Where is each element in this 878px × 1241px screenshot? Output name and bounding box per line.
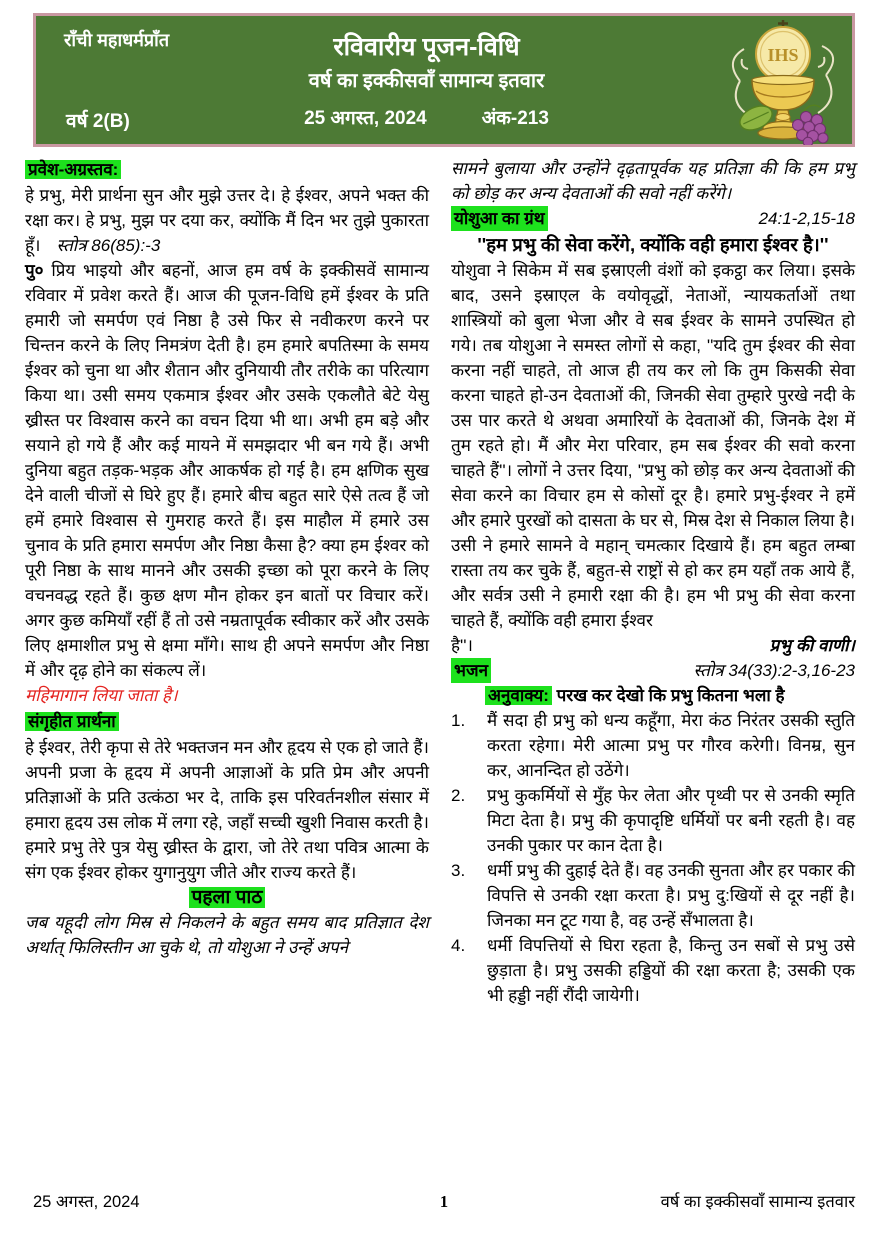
psalm-heading: भजन bbox=[451, 658, 491, 683]
priest-introduction-text: प्रिय भाइयो और बहनों, आज हम वर्ष के इक्कीसवें सामान्य रविवार में प्रवेश करते हैं। आज की पूजन-विधि हमें ईश्वर के प्रति हमारी जो समर्पण एवं निष्ठा है उसे फिर से नवीकरण करने पर चिन्तन करने के लिए निमत्रंण देती है। हम हमारे बपतिस्मा के समय ईश्वर को चुना था और शैतान और दुनियायी तौर तरीके का परित्याग किया था। उसी समय एकमात्र ईश्वर और उसके एकलौते बेटे येसु ख्रीस्त पर विश्वास करने का वचन दिया भी था। अभी हम बड़े और सयाने हो गये हैं और कई मायने में समझदार भी बन गये हैं। अभी दुनिया बहुत तड़क-भड़क और आकर्षक हो गई है। हम क्षणिक सुख देने वाली चीजों से घिरे हुए हैं। हमारे बीच बहुत सारे ऐसे तत्व हैं जो हमें हमारे विश्वास से गुमराह करते हैं। इस माहौल में हमारे उस चुनाव के प्रति हमारा समर्पण और निष्ठा कैसा है? क्या हम ईश्वर को पूरी निष्ठा के साथ मानने और उसकी इच्छा को पूरा करने के लिए वचनवद्ध रहते हैं। कुछ क्षण मौन होकर इन बातों पर विचार करें। अगर कुछ कमियाँ रहीं हैं तो उसे नम्रतापूर्वक स्वीकार करें और उसके लिए क्षमाशील प्रभु से क्षमा माँगे। साथ ही अपने समर्पण और निष्ठा में और दृढ़ होने का संकल्प लें। bbox=[25, 261, 429, 680]
verse-text: प्रभु कुकर्मियों से मुँह फेर लेता और पृथ्वी पर से उनकी स्मृति मिटा देता है। प्रभु की कृपादृष्टि धर्मियों पर बनी रहती है। वह उनकी पुकार पर कान देता है। bbox=[487, 786, 855, 855]
chalice-host-ihs-logo bbox=[718, 19, 848, 145]
collect-prayer-text: हे ईश्वर, तेरी कृपा से तेरे भक्तजन मन और हृदय से एक हो जाते हैं। अपनी प्रजा के हृदय में अपनी आज्ञाओं के प्रति प्रेम और अपनी प्रतिज्ञाओं के प्रति उत्कंठा भर दे, ताकि इस परिवर्तनशील संसार में हमारा हृदय उस लोक में लगा रहे, जहाँ सच्ची खुशी निवास करती है। हमारे प्रभु तेरे पुत्र येसु ख्रीस्त के द्वारा, जो तेरे तथा पवित्र आत्मा के संग एक ईश्वर होकर युगानुयुग जीते और राज्य करते हैं। bbox=[25, 738, 429, 882]
footer-date: 25 अगस्त, 2024 bbox=[33, 1193, 140, 1211]
antiphon-text: परख कर देखो कि प्रभु कितना भला है bbox=[556, 686, 785, 705]
reading-source-row bbox=[451, 206, 855, 231]
entrance-antiphon-heading: प्रवेश-अग्रस्तव: bbox=[25, 160, 121, 179]
right-column bbox=[451, 156, 855, 1008]
entrance-antiphon-text: हे प्रभु, मेरी प्रार्थना सुन और मुझे उत्तर दे। हे ईश्वर, अपने भक्त की रक्षा कर। हे प्रभु, मुझ पर दया कर, क्योंकि मैं दिन भर तुझे पुकारता हूँ। bbox=[25, 186, 429, 255]
verse-text: धर्मी प्रभु की दुहाई देते हैं। वह उनकी सुनता और हर पकार की विपत्ति से उनकी रक्षा करता है। प्रभु दु:खियों से दूर नहीं है। जिनका मन टूट गया है, वह उन्हें सँभालता है। bbox=[487, 861, 855, 930]
verse-number: 3. bbox=[451, 861, 466, 880]
header-center-block bbox=[156, 32, 697, 130]
reading-body-text: योशुवा ने सिकेम में सब इस्राएली वंशों को इकट्ठा कर लिया। इसके बाद, उसने इस्राएल के वयोवृद्धों, नेताओं, न्यायकर्ताओं तथा शास्त्रियों को बुला भेजा और वे सब ईश्वर के सामने उपस्थित हो गये। तब योशुआ ने समस्त लोगों से कहा, ''यदि तुम ईश्वर की सेवा करना नहीं चाहते, तो आज ही तय कर लो कि तुम किसकी सेवा करना चाहते हो-उन देवताओं की, जिनकी सेवा तुम्हारे पुरखे नदी के उस पार करते थे अथवा अमारियों के देवताओं की, जिनके देश में तुम रहते हो। मैं और मेरा परिवार, हम सब ईश्वर की सवो करना चाहते हैं''। लोगों ने उत्तर दिया, ''प्रभु को छोड़ कर अन्य देवताओं की सेवा करने का विचार हम से कोसों दूर है। हमारे प्रभु-ईश्वर ने हमें और हमारे पुरखों को दासता के घर से, मिस्र देश से निकाल लिया है। उसी ने हमारे सामने वे महान् चमत्कार दिखाये हैं। हम बहुत लम्बा रास्ता तय कर चुके हैं, बहुत-से राष्ट्रों से हो कर हम यहाँ तक आये हैं, और सर्वत्र उसी ने हमारी रक्षा की है। हम भी प्रभु की सेवा करना चाहते हैं, क्योंकि वही हमारा ईश्वर bbox=[451, 261, 855, 630]
priest-introduction-paragraph bbox=[25, 258, 429, 683]
collect-prayer-heading: संगृहीत प्रार्थना bbox=[25, 712, 119, 731]
priest-label: पु० bbox=[25, 261, 44, 280]
left-column bbox=[25, 156, 429, 1008]
psalm-verse bbox=[451, 858, 855, 933]
verse-number: 2. bbox=[451, 786, 466, 805]
date-issue-row bbox=[156, 104, 697, 130]
psalm-source-row bbox=[451, 658, 855, 683]
first-reading-intro-continuation: सामने बुलाया और उन्होंने दृढ़तापूर्वक यह प्रतिज्ञा की कि हम प्रभु को छोड़ कर अन्य देवताओं की सवो नहीं करेंगे। bbox=[451, 159, 855, 203]
grapes bbox=[793, 112, 829, 146]
issue-number: अंक-213 bbox=[481, 108, 549, 129]
ihs-monogram: IHS bbox=[767, 45, 799, 65]
psalm-antiphon-line bbox=[451, 683, 855, 708]
verse-number: 1. bbox=[451, 711, 466, 730]
diocese-name: राँची महाधर्मप्राँत bbox=[64, 30, 170, 50]
psalm-verse bbox=[451, 933, 855, 1008]
verse-text: मैं सदा ही प्रभु को धन्य कहूँगा, मेरा कंठ निरंतर उसकी स्तुति करता रहेगा। मेरी आत्मा प्रभु पर गौरव करेगी। विनम्र, सुन कर, आनन्दित हो उठेंगे। bbox=[487, 711, 855, 780]
entrance-antiphon-paragraph bbox=[25, 183, 429, 258]
issue-date: 25 अगस्त, 2024 bbox=[304, 108, 427, 129]
sunday-title: वर्ष का इक्कीसवाँ सामान्य इतवार bbox=[308, 70, 545, 92]
footer-title: वर्ष का इक्कीसवाँ सामान्य इतवार bbox=[660, 1193, 855, 1211]
verse-text: धर्मी विपत्तियों से घिरा रहता है, किन्तु उन सबों से प्रभु उसे छुड़ाता है। प्रभु उसकी हड्डियों की रक्षा करता है; उसकी एक भी हड्डी नहीं रौंदी जायेगी। bbox=[487, 936, 855, 1005]
header-banner bbox=[33, 13, 855, 147]
first-reading-heading: पहला पाठ bbox=[189, 887, 266, 908]
bulletin-title: रविवारीय पूजन-विधि bbox=[333, 33, 520, 61]
liturgical-year: वर्ष 2(B) bbox=[66, 111, 130, 132]
document-body bbox=[25, 156, 855, 1008]
reading-last-word: है''। bbox=[451, 636, 473, 655]
entrance-antiphon-reference: स्तोत्र 86(85):-3 bbox=[56, 236, 161, 255]
first-reading-intro: जब यहूदी लोग मिस्र से निकलने के बहुत समय बाद प्रतिज्ञात देश अर्थात् फिलिस्तीन आ चुके थे, तो योशुआ ने उन्हें अपने bbox=[25, 913, 429, 957]
reading-key-quote: ''हम प्रभु की सेवा करेंगे, क्योंकि वही हमारा ईश्वर है।'' bbox=[477, 234, 829, 255]
antiphon-label: अनुवाक्य: bbox=[485, 686, 552, 705]
psalm-reference: स्तोत्र 34(33):2-3,16-23 bbox=[693, 661, 855, 680]
verse-number: 4. bbox=[451, 936, 466, 955]
word-of-the-lord: प्रभु की वाणी। bbox=[769, 636, 855, 655]
page-footer bbox=[33, 1191, 855, 1213]
psalm-verse bbox=[451, 708, 855, 783]
footer-page-number: 1 bbox=[439, 1192, 449, 1211]
reading-ending-row bbox=[451, 633, 855, 658]
psalm-verse bbox=[451, 783, 855, 858]
reading-book-heading: योशुआ का ग्रंथ bbox=[451, 206, 548, 231]
reading-reference: 24:1-2,15-18 bbox=[758, 209, 855, 228]
gloria-rubric: महिमागान लिया जाता है। bbox=[25, 686, 178, 705]
